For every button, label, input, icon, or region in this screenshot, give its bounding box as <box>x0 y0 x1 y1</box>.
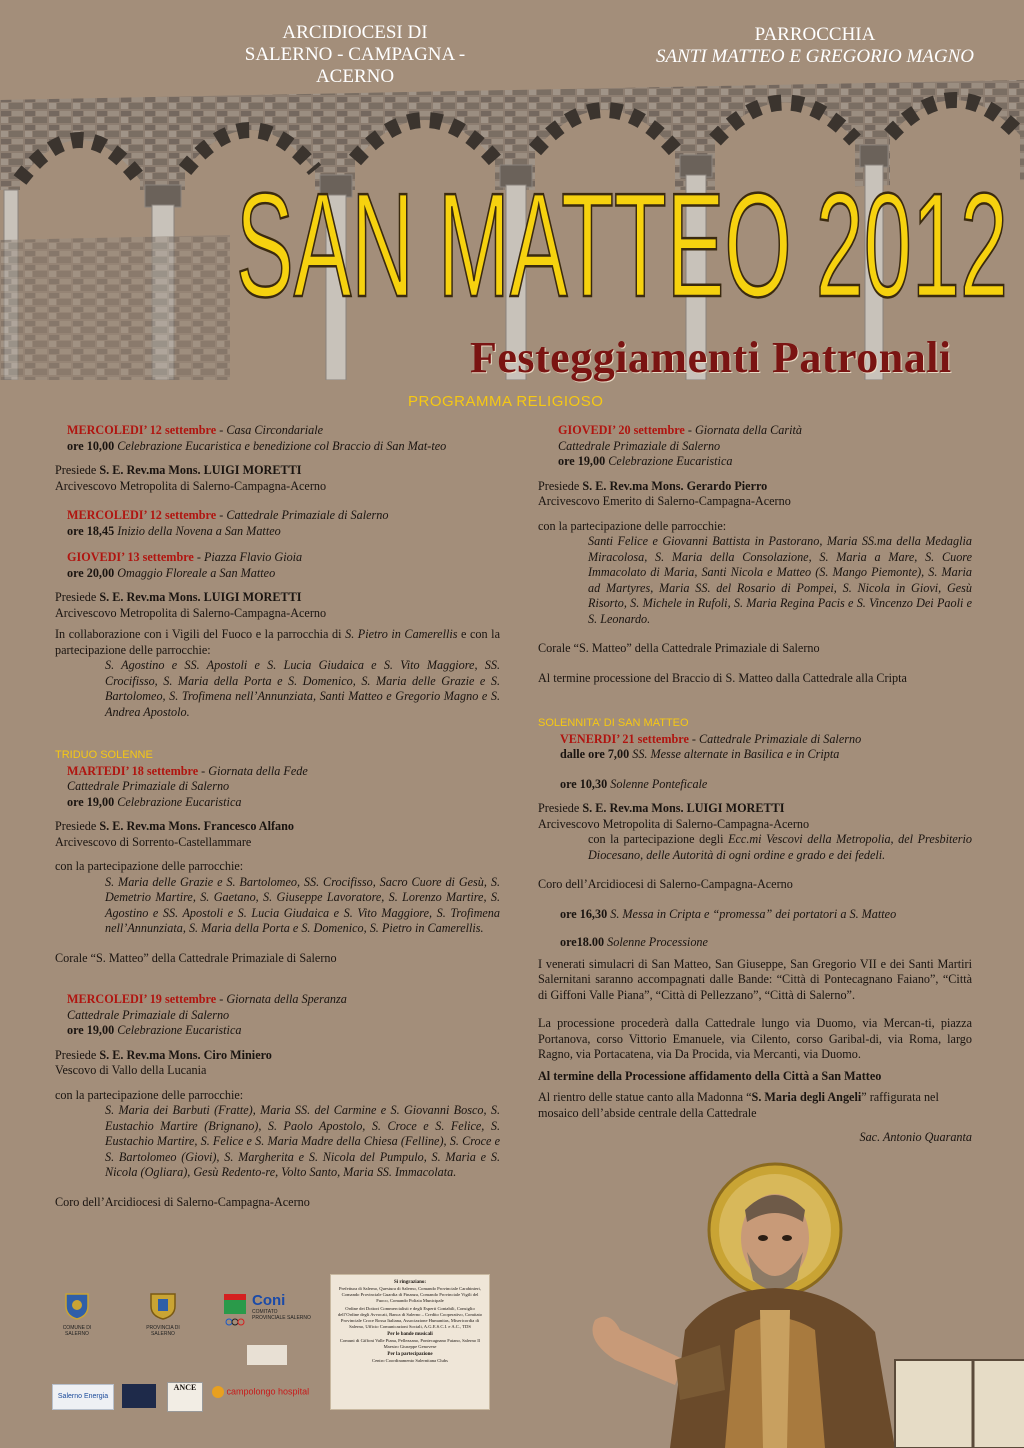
choir: Coro dell’Arcidiocesi di Salerno-Campagna-Acerno <box>538 877 793 891</box>
parish-list: S. Maria delle Grazie e S. Bartolomeo, SS. Crocifisso, Sacro Cuore di Gesù, S. Demetrio Martire, S. Gaetano, S. Giuseppe Lavoratore, S. Lorenzo Martire, S. Agostino e SS. Apostoli e S. Lucia Giudaica e S. Vito Maggiore, S. Trofimena nell’Annunziata, S. Maria della Porta e S. Domenico, S. Pietro in Camerellis. <box>105 874 500 935</box>
presider-name: S. E. Rev.ma Mons. LUIGI MORETTI <box>99 463 302 477</box>
event-place: - Piazza Flavio Gioia <box>193 550 303 564</box>
hospital-icon <box>212 1386 224 1398</box>
parish-line1: PARROCCHIA <box>754 24 876 45</box>
presider-role: Arcivescovo Metropolita di Salerno-Campagna-Acerno <box>55 605 327 620</box>
signature: Sac. Antonio Quaranta <box>859 1130 972 1144</box>
event-desc: Solenne Processione <box>604 935 708 949</box>
participation-label: con la partecipazione delle parrocchie: <box>55 1087 244 1102</box>
event-line <box>55 566 500 582</box>
presider-label: Presiede <box>55 819 100 833</box>
program-title: PROGRAMMA RELIGIOSO <box>408 393 604 410</box>
right-column <box>538 423 972 1146</box>
sponsor-text: Ordine dei Dottori Commercialisti e degli Esperti Contabili, Consiglio dell’Ordine degli Avvocati, Banca di Salerno – Credito Cooperativo, Comitato Provinciale Croce Rossa Italiana, Associazione Humanitas, Misericordia di Salerno, Ufficio Comunicazioni Sociali, A.G.E.S.C.I. e A.C., TDS <box>337 1306 483 1329</box>
event-time: ore 19,00 <box>67 794 115 809</box>
event-day: MERCOLEDI’ 12 settembre <box>67 508 217 522</box>
participation-label: con la partecipazione degli <box>588 832 729 846</box>
event-desc: Celebrazione Eucaristica <box>605 454 733 468</box>
event-line <box>538 935 972 951</box>
main-title-text: SAN MATTEO 2012 <box>236 168 1009 318</box>
choir: Corale “S. Matteo” della Cattedrale Primaziale di Salerno <box>538 641 820 655</box>
sponsor-text: Prefettura di Salerno, Questura di Salerno, Comando Provinciale Carabinieri, Comando Provinciale Guardia di Finanza, Comando Provinciale Vigili del Fuoco, Comando Polizia Municipale <box>339 1286 481 1303</box>
event-line <box>538 907 972 923</box>
event-line <box>538 777 972 793</box>
event-line <box>538 732 972 748</box>
procession-route: La processione procederà dalla Cattedrale lungo via Duomo, via Mercan-ti, piazza Portanova, corso Vittorio Emanuele, via Cilento, corso Garibal-di, via Roma, largo Ragno, via Portacatena, via Da Procida, via Mercanti, via Duomo. <box>538 1016 972 1061</box>
event-day: GIOVEDI’ 20 settembre <box>558 423 685 437</box>
return-note <box>538 1090 972 1121</box>
event-location: Cattedrale Primaziale di Salerno <box>67 1007 230 1022</box>
event-location: Cattedrale Primaziale di Salerno <box>67 779 230 793</box>
sponsor-heading: Per la partecipazione <box>387 1352 433 1357</box>
logo-ance: ANCE <box>167 1382 203 1412</box>
logo-campolongo <box>212 1386 317 1406</box>
event-time: ore 10,00 <box>67 438 115 453</box>
presider-role: Arcivescovo Metropolita di Salerno-Campagna-Acerno <box>538 816 810 831</box>
logo-navy <box>122 1384 156 1408</box>
event-desc: Celebrazione Eucaristica <box>114 1023 242 1037</box>
presider <box>55 1048 500 1064</box>
presider <box>538 479 972 495</box>
coat-of-arms-icon <box>149 1290 177 1320</box>
presider-role: Arcivescovo Metropolita di Salerno-Campagna-Acerno <box>55 478 327 493</box>
parish-header <box>615 24 1015 68</box>
event-place: - Giornata della Speranza <box>216 992 347 1006</box>
event-line <box>55 550 500 566</box>
diocese-header <box>210 22 500 88</box>
event-line <box>55 439 500 455</box>
diocese-line1: ARCIDIOCESI DI <box>282 22 428 43</box>
left-column <box>55 423 500 1210</box>
presider-name: S. E. Rev.ma Mons. LUIGI MORETTI <box>582 801 785 815</box>
event-desc: Omaggio Floreale a San Matteo <box>114 565 276 580</box>
event-desc: Celebrazione Eucaristica e benedizione col Braccio di San Mat-teo <box>114 438 447 453</box>
event-place: - Giornata della Fede <box>198 763 308 778</box>
section-solennita: SOLENNITA’ DI SAN MATTEO <box>538 717 689 729</box>
event-line <box>538 747 972 763</box>
event-line <box>538 423 972 439</box>
event-time: ore18.00 <box>560 935 605 949</box>
parish-list: S. Maria dei Barbuti (Fratte), Maria SS. del Carmine e S. Giovanni Bosco, S. Eustachio Martire (Brignano), S. Paolo Apostolo, S. Croce e S. Felice, S. Eustachio Martire, S. Felice e S. Maria Madre della Chiesa (Felline), S. Croce e S. Bartolomeo (Giovi), S. Margherita e S. Nicola del Pumpulo, S. Maria e S. Nicola (Ogliara), Gesù Redento-re, Volto Santo, Maria SS. Immacolata. <box>105 1103 500 1179</box>
event-time: ore 19,00 <box>558 454 606 468</box>
sponsor-heading: Si ringraziano: <box>393 1280 427 1285</box>
event-time: ore 19,00 <box>67 1023 115 1037</box>
event-time: ore 16,30 <box>560 906 608 921</box>
presider-label: Presiede <box>538 801 583 815</box>
event-time: ore 18,45 <box>67 523 115 538</box>
return-text-end: ” raffigurata nel mosaico dell’abside centrale della Cattedrale <box>538 1090 939 1120</box>
sponsor-text: Comuni di Giffoni Valle Piana, Pellezzano, Pontecagnano Faiano, Salerno Il Maestro Giuseppe Genovese <box>339 1338 481 1349</box>
participation-list: Ecc.mi Vescovi della Metropolia, del Presbiterio Diocesano, delle Autorità di ogni ordine e grado e dei fedeli. <box>588 832 972 862</box>
logo-coni-sub: COMITATO PROVINCIALE SALERNO <box>252 1309 311 1321</box>
presider-label: Presiede <box>55 590 100 604</box>
sponsor-text: Centro Coordinamento Salernitana Clubs <box>372 1358 448 1363</box>
event-day: VENERDI’ 21 settembre <box>560 731 689 746</box>
presider-role: Arcivescovo di Sorrento-Castellammare <box>55 834 252 849</box>
event-line <box>55 524 500 540</box>
logo-provincia-label: PROVINCIA DI SALERNO <box>146 1325 180 1337</box>
event-desc: S. Messa in Cripta e “promessa” dei portatori a S. Matteo <box>607 906 897 921</box>
section-triduo: TRIDUO SOLENNE <box>55 749 153 761</box>
collab-text-end: e con la partecipazione delle parrocchie: <box>55 627 500 657</box>
logo-small-1 <box>247 1345 287 1365</box>
event-line <box>55 992 500 1008</box>
logo-provincia <box>138 1290 188 1337</box>
logo-coni-text: Coni <box>252 1292 286 1309</box>
presider-role: Vescovo di Vallo della Lucania <box>55 1063 207 1077</box>
event-day: MERCOLEDI’ 19 settembre <box>67 992 217 1006</box>
choir: Corale “S. Matteo” della Cattedrale Primaziale di Salerno <box>55 950 337 965</box>
logo-comune-label: COMUNE DI SALERNO <box>62 1325 92 1337</box>
presider <box>55 819 500 835</box>
event-day: GIOVEDI’ 13 settembre <box>67 550 194 564</box>
presider-role: Arcivescovo Emerito di Salerno-Campagna-Acerno <box>538 494 791 508</box>
event-line <box>55 1023 500 1039</box>
event-place: - Casa Circondariale <box>216 423 324 437</box>
event-place: - Giornata della Carità <box>684 423 802 437</box>
presider-name: S. E. Rev.ma Mons. Francesco Alfano <box>99 819 294 833</box>
event-line <box>55 764 500 780</box>
event-line <box>55 795 500 811</box>
event-line <box>55 423 500 439</box>
parish-list: Santi Felice e Giovanni Battista in Pastorano, Maria SS.ma della Medaglia Miracolosa, S. Maria della Consolazione, S. Maria a Mare, S. Cuore Immacolato di Maria, Santi Nicola e Matteo (S. Mango Piemonte), S. Maria ad Martyres, Maria SS. del Rosario di Pompei, S. Nicola in Giovi, Gesù Risorto, S. Michele in Rufoli, S. Maria Regina Pacis e S. Vincenzo Dei Paoli e S. Leonardo. <box>588 534 972 626</box>
presider-name: S. E. Rev.ma Mons. Gerardo Pierro <box>582 478 768 493</box>
sponsor-heading: Per le bande musicali <box>387 1332 433 1337</box>
event-line <box>55 508 500 524</box>
event-desc: Celebrazione Eucaristica <box>114 794 242 809</box>
entrustment-note: Al termine della Processione affidamento della Città a San Matteo <box>538 1068 882 1083</box>
statues-note: I venerati simulacri di San Matteo, San Giuseppe, San Gregorio VII e dei Santi Martiri Salernitani saranno accompagnati dalle Bande: “Città di Pontecagnano Faiano”, “Città di Giffoni Valle Piana”, “Città di Pellezzano”, “Città di Salerno”. <box>538 956 972 1002</box>
event-day: MERCOLEDI’ 12 settembre <box>67 423 217 437</box>
presider <box>55 463 500 479</box>
logo-comune <box>60 1290 94 1337</box>
collab-parish: S. Pietro in Camerellis <box>345 627 458 641</box>
olympic-rings-icon <box>222 1292 248 1330</box>
presider-name: S. E. Rev.ma Mons. LUIGI MORETTI <box>99 590 302 604</box>
event-desc: SS. Messe alternate in Basilica e in Cripta <box>629 747 840 761</box>
saint-mosaic <box>575 1160 1024 1448</box>
collaboration <box>55 627 500 658</box>
logo-coni <box>222 1292 312 1330</box>
participation <box>538 832 972 863</box>
presider-name: S. E. Rev.ma Mons. Ciro Miniero <box>99 1047 272 1062</box>
event-day: MARTEDI’ 18 settembre <box>67 763 199 778</box>
presider <box>538 801 972 817</box>
sponsor-box <box>330 1274 490 1410</box>
diocese-line2: SALERNO - CAMPAGNA - ACERNO <box>244 44 466 87</box>
event-desc: Solenne Ponteficale <box>607 776 708 791</box>
choir: Coro dell’Arcidiocesi di Salerno-Campagna-Acerno <box>55 1194 310 1209</box>
event-place: - Cattedrale Primaziale di Salerno <box>688 731 862 746</box>
return-text: Al rientro delle statue canto alla Madonna “ <box>538 1090 752 1104</box>
logo-campolongo-text: campolongo hospital <box>226 1386 310 1397</box>
presider-label: Presiede <box>55 1047 100 1062</box>
event-desc: Inizio della Novena a San Matteo <box>114 523 281 538</box>
event-place: - Cattedrale Primaziale di Salerno <box>216 508 389 522</box>
main-title <box>232 168 1012 318</box>
event-time: ore 20,00 <box>67 565 115 580</box>
parish-list: S. Agostino e SS. Apostoli e S. Lucia Giudaica e S. Vito Maggiore, SS. Crocifisso, S. Maria della Porta e S. Domenico, S. Maria delle Grazie e S. Bartolomeo, S. Trofimena nell’Annunziata, Santi Matteo e Gregorio Magno e S. Andrea Apostolo. <box>105 658 500 719</box>
presider <box>55 590 500 606</box>
event-time: ore 10,30 <box>560 776 608 791</box>
subtitle: Festeggiamenti Patronali <box>470 333 952 382</box>
presider-label: Presiede <box>55 463 100 477</box>
participation-label: con la partecipazione delle parrocchie: <box>538 518 727 533</box>
collab-text: In collaborazione con i Vigili del Fuoco e la parrocchia di <box>55 627 346 641</box>
event-line <box>538 454 972 470</box>
parish-line2: SANTI MATTEO E GREGORIO MAGNO <box>655 46 975 67</box>
procession-note: Al termine processione del Braccio di S. Matteo dalla Cattedrale alla Cripta <box>538 670 907 685</box>
participation-label: con la partecipazione delle parrocchie: <box>55 859 244 873</box>
coat-of-arms-icon <box>64 1290 90 1320</box>
event-time: dalle ore 7,00 <box>560 747 630 761</box>
logo-salerno-energia: Salerno Energia <box>52 1384 114 1410</box>
return-song: S. Maria degli Angeli <box>751 1090 862 1104</box>
event-location: Cattedrale Primaziale di Salerno <box>558 438 721 453</box>
presider-label: Presiede <box>538 478 583 493</box>
